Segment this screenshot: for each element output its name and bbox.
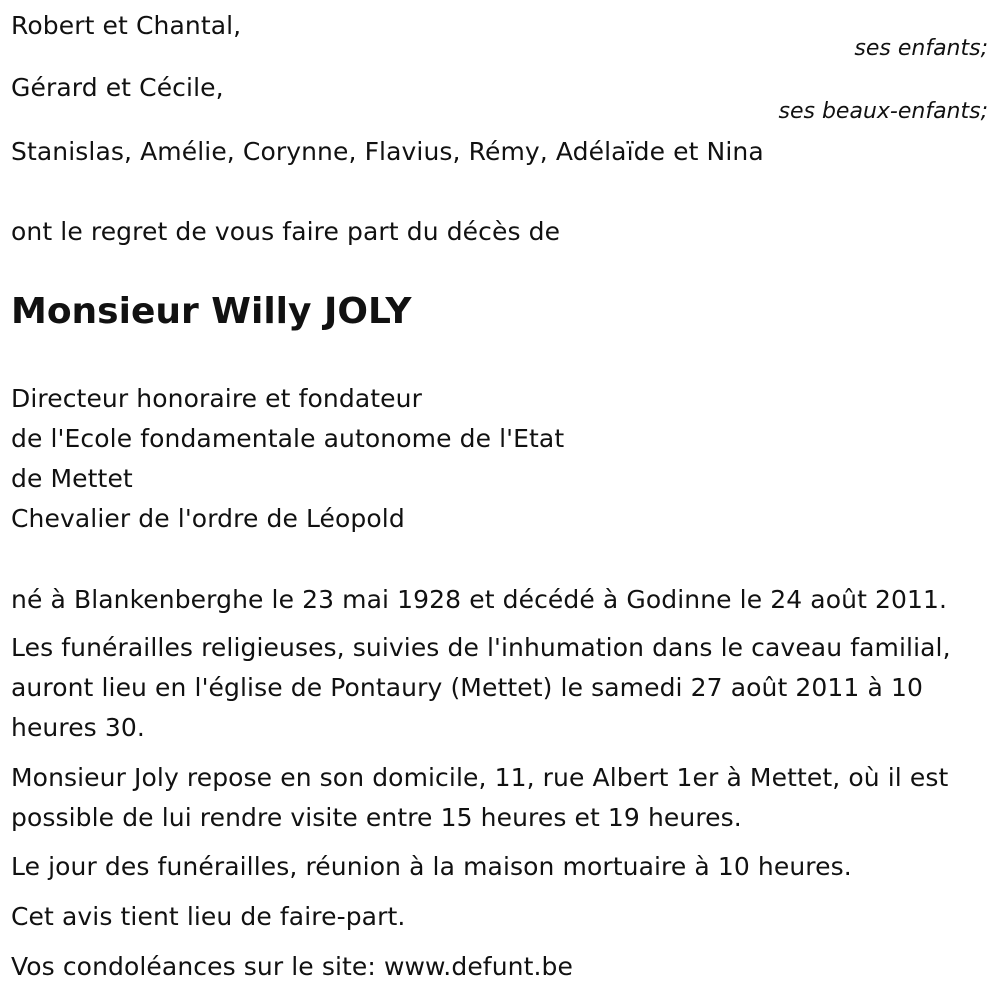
condolences-text: Vos condoléances sur le site: www.defunt.be	[11, 952, 573, 981]
title-line: de l'Ecole fondamentale autonome de l'Etat	[11, 424, 565, 453]
children-label: ses enfants;	[854, 36, 988, 61]
meeting-info: Le jour des funérailles, réunion à la maison mortuaire à 10 heures.	[11, 852, 852, 881]
title-line: Chevalier de l'ordre de Léopold	[11, 504, 405, 533]
deceased-name: Monsieur Willy JOLY	[11, 291, 412, 332]
visitation-line: possible de lui rendre visite entre 15 heures et 19 heures.	[11, 803, 742, 832]
title-line: Directeur honoraire et fondateur	[11, 384, 422, 413]
visitation-line: Monsieur Joly repose en son domicile, 11, rue Albert 1er à Mettet, où il est	[11, 763, 949, 792]
funeral-line: Les funérailles religieuses, suivies de l'inhumation dans le caveau familial,	[11, 633, 951, 662]
title-line: de Mettet	[11, 464, 133, 493]
birth-death-dates: né à Blankenberghe le 23 mai 1928 et décédé à Godinne le 24 août 2011.	[11, 585, 948, 614]
funeral-line: auront lieu en l'église de Pontaury (Mettet) le samedi 27 août 2011 à 10	[11, 673, 923, 702]
grandchildren-names: Stanislas, Amélie, Corynne, Flavius, Rémy, Adélaïde et Nina	[11, 137, 764, 166]
funeral-line: heures 30.	[11, 713, 145, 742]
in-laws-label: ses beaux-enfants;	[778, 99, 988, 124]
announcement-text: ont le regret de vous faire part du décès de	[11, 217, 561, 246]
notice-text: Cet avis tient lieu de faire-part.	[11, 902, 406, 931]
in-laws-names: Gérard et Cécile,	[11, 73, 224, 102]
children-names: Robert et Chantal,	[11, 11, 242, 40]
